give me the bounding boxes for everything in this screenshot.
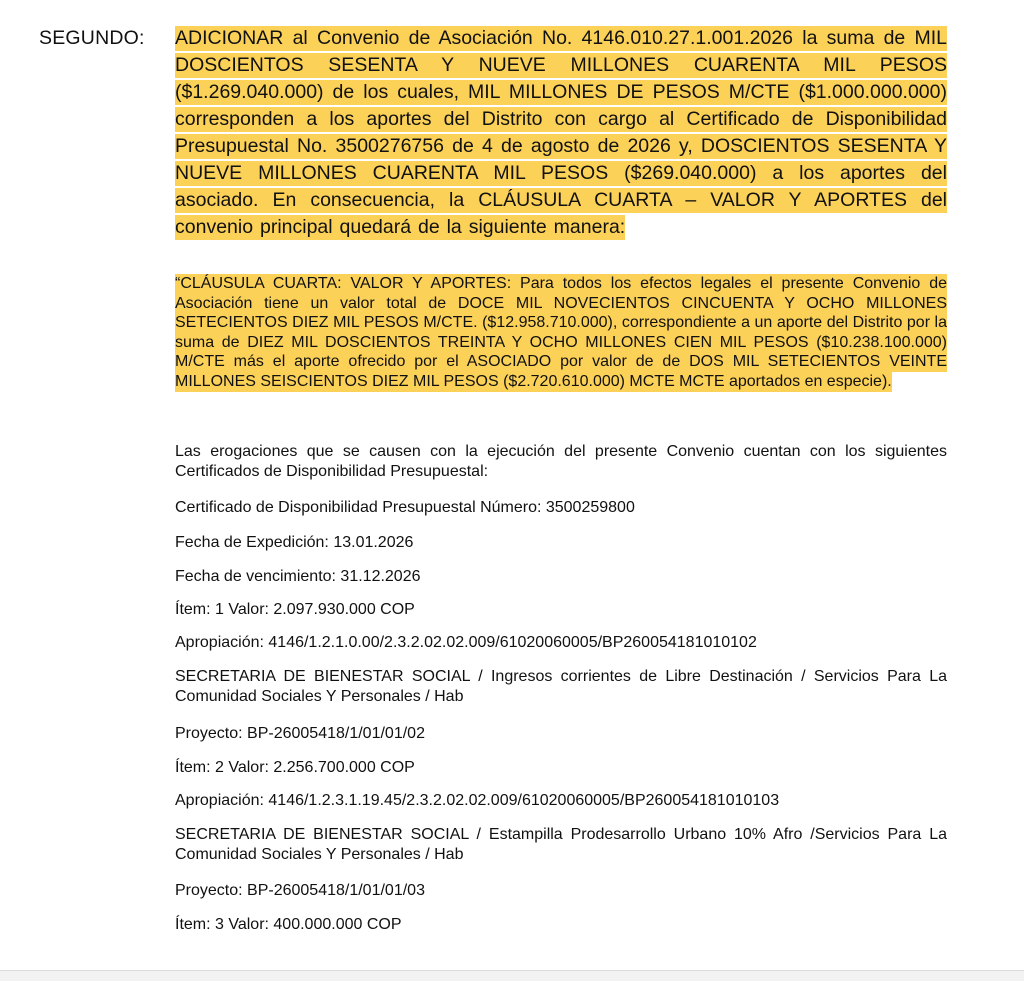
highlighted-clause-text: “CLÁUSULA CUARTA: VALOR Y APORTES: Para todos los efectos legales el presente Convenio de Asociación tiene un valor total de DOCE MIL NOVECIENTOS CINCUENTA Y OCHO MILLONES SETECIENTOS DIEZ MIL PESOS M/CTE. ($12.958.710.000), correspondiente a un aporte del Distrito por la suma de DIEZ MIL DOSCIENTOS TREINTA Y OCHO MILLONES CIEN MIL PESOS ($10.238.100.000) M/CTE más el aporte ofrecido por el ASOCIADO por valor de de DOS MIL SETECIENTOS VEINTE MILLONES SEISCIENTOS DIEZ MIL PESOS ($2.720.610.000) MCTE MCTE aportados en especie). xyxy=(175,275,947,390)
funding-source-1-line: SECRETARIA DE BIENESTAR SOCIAL / Ingresos corrientes de Libre Destinación / Servicios Para La Comunidad Sociales Y Personales / Hab xyxy=(175,668,947,705)
expiry-date-line: Fecha de vencimiento: 31.12.2026 xyxy=(175,568,421,585)
disbursement-paragraph: Las erogaciones que se causen con la ejecución del presente Convenio cuentan con los siguientes Certificados de Disponibilidad Presupuestal: xyxy=(175,443,947,480)
clause-quote-paragraph xyxy=(175,274,947,392)
issue-date-line: Fecha de Expedición: 13.01.2026 xyxy=(175,534,414,551)
item-2-value-line: Ítem: 2 Valor: 2.256.700.000 COP xyxy=(175,759,415,776)
item-3-value-line: Ítem: 3 Valor: 400.000.000 COP xyxy=(175,916,402,933)
page-bottom-edge xyxy=(0,970,1024,981)
amendment-paragraph xyxy=(175,25,947,241)
certificate-number-line: Certificado de Disponibilidad Presupuestal Número: 3500259800 xyxy=(175,499,635,516)
appropriation-1-line: Apropiación: 4146/1.2.1.0.00/2.3.2.02.02.009/61020060005/BP260054181010102 xyxy=(175,634,757,651)
highlighted-amendment-text: ADICIONAR al Convenio de Asociación No. 4146.010.27.1.001.2026 la suma de MIL DOSCIENTOS SESENTA Y NUEVE MILLONES CUARENTA MIL PESOS ($1.269.040.000) de los cuales, MIL MILLONES DE PESOS M/CTE ($1.000.000.000) corresponden a los aportes del Distrito con cargo al Certificado de Disponibilidad Presupuestal No. 3500276756 de 4 de agosto de 2026 y, DOSCIENTOS SESENTA Y NUEVE MILLONES CUARENTA MIL PESOS ($269.040.000) a los aportes del asociado. En consecuencia, la CLÁUSULA CUARTA – VALOR Y APORTES del convenio principal quedará de la siguiente manera: xyxy=(175,27,947,238)
project-2-line: Proyecto: BP-26005418/1/01/01/03 xyxy=(175,882,425,899)
item-1-value-line: Ítem: 1 Valor: 2.097.930.000 COP xyxy=(175,601,415,618)
funding-source-2-line: SECRETARIA DE BIENESTAR SOCIAL / Estampilla Prodesarrollo Urbano 10% Afro /Servicios Para La Comunidad Sociales Y Personales / Hab xyxy=(175,826,947,863)
section-label: SEGUNDO: xyxy=(39,27,145,49)
project-1-line: Proyecto: BP-26005418/1/01/01/02 xyxy=(175,725,425,742)
appropriation-2-line: Apropiación: 4146/1.2.3.1.19.45/2.3.2.02.02.009/61020060005/BP260054181010103 xyxy=(175,792,780,809)
